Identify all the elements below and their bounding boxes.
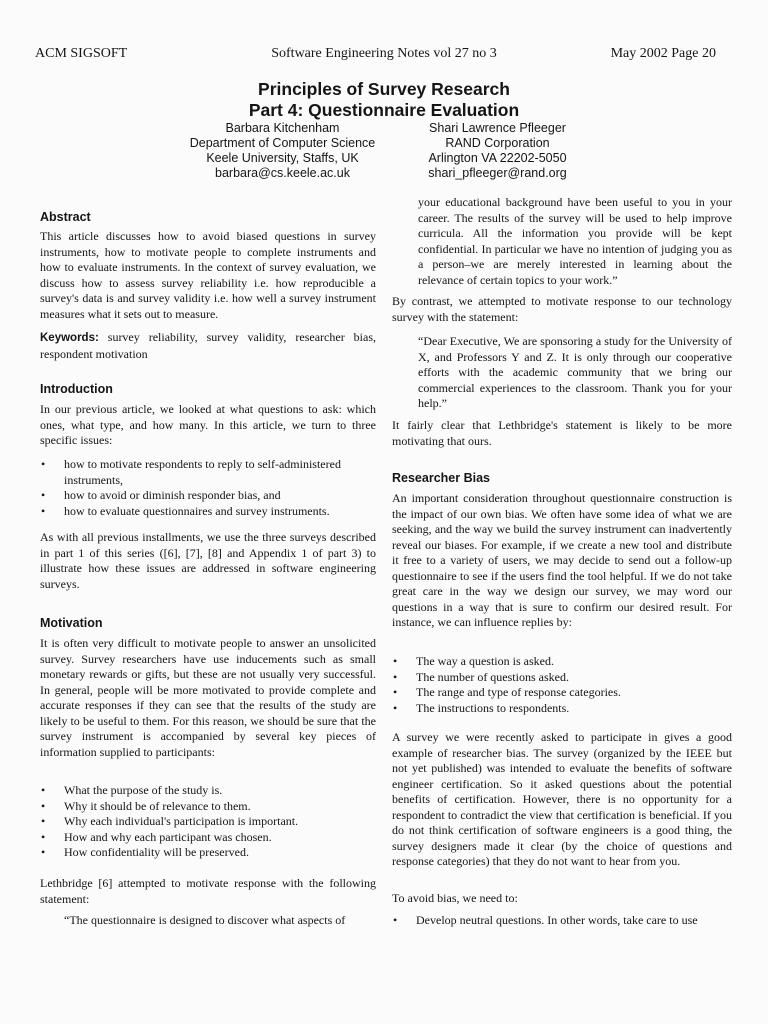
keywords-text: survey reliability, survey validity, researcher bias, respondent motivation (40, 330, 376, 361)
bullet-icon: • (41, 829, 46, 844)
author-affiliation: Keele University, Staffs, UK (206, 151, 359, 165)
quote-executive-block (418, 334, 732, 412)
author-email: barbara@cs.keele.ac.uk (215, 166, 350, 180)
list-item: • how to avoid or diminish responder bias, and (41, 488, 281, 502)
list-item: • The instructions to respondents. (393, 700, 570, 715)
motivation-list (40, 783, 376, 861)
bullet-icon: • (41, 783, 46, 797)
bias-section (392, 491, 732, 631)
lethbridge-text: Lethbridge [6] attempted to motivate response with the following statement: (40, 876, 376, 906)
bullet-icon: • (393, 669, 398, 684)
bias-text: An important consideration throughout questionnaire construction is the impact of our own bias. We often have some idea of what we are seeking, and the way we build the survey instrument can inadvertently reveal our biases. For example, if we create a new tool and distribute it free to a variety of users, we may decide to send out a follow-up questionnaire to see if the users find the tool helpful. If we do not take great care in the way we design our survey, we may word our questions in a way that is sure to confirm our desired result. For instance, we can influence replies by: (392, 491, 732, 629)
quote-start: “The questionnaire is designed to discover what aspects of (64, 913, 346, 927)
abstract-heading: Abstract (40, 210, 91, 224)
introduction-heading-wrap (40, 382, 376, 397)
motivation-text: It is often very difficult to motivate people to answer an unsolicited survey. Survey researchers have use inducements such as small monetary rewards or gifts, but these are not usually very successful. In general, people will be more motivated to provide complete and accurate responses if they can see that the results of the study are likely to be useful to them. For this reason, we should be sure that the survey instrument is accompanied by several key pieces of information supplied to participants: (40, 636, 376, 759)
avoid-section (392, 891, 732, 907)
list-item: • What the purpose of the study is. (41, 783, 223, 797)
bias-list (392, 654, 732, 716)
bullet-icon: • (393, 700, 398, 715)
researcher-bias-heading: Researcher Bias (392, 471, 490, 485)
author-organization: RAND Corporation (445, 136, 550, 150)
author-email: shari_pfleeger@rand.org (428, 166, 567, 180)
abstract-section (40, 229, 376, 322)
lethbridge-section (40, 876, 376, 907)
avoid-list (392, 913, 732, 929)
bullet-icon: • (41, 798, 46, 813)
list-item: • The number of questions asked. (393, 669, 569, 684)
motivation-heading-wrap (40, 616, 376, 631)
clear-text: It fairly clear that Lethbridge's statement is likely to be more motivating that ours. (392, 418, 732, 448)
running-header-left: ACM SIGSOFT (35, 46, 128, 61)
contrast-text: By contrast, we attempted to motivate response to our technology survey with the statement: (392, 294, 732, 324)
author-name: Shari Lawrence Pfleeger (429, 121, 566, 135)
avoid-text: To avoid bias, we need to: (392, 891, 518, 905)
list-item: • Why each individual's participation is important. (41, 814, 299, 828)
list-item: • The range and type of response categories. (393, 685, 621, 699)
quote-executive: “Dear Executive, We are sponsoring a study for the University of X, and Professors Y and Z. It is only through our cooperative efforts with the academic community that we bring our commercial experiences to the classroom. Thank you for your help.” (418, 334, 732, 410)
introduction-section-2 (40, 530, 376, 592)
bias-heading-wrap (392, 471, 732, 486)
list-item: • Why it should be of relevance to them. (41, 798, 251, 813)
author-department: Department of Computer Science (189, 136, 376, 150)
bullet-icon: • (41, 488, 46, 502)
running-header-center: Software Engineering Notes vol 27 no 3 (271, 46, 497, 61)
list-item: • How and why each participant was chosen. (41, 829, 272, 844)
author-block-1 (170, 121, 395, 181)
list-item: • The way a question is asked. (393, 654, 554, 668)
ieee-section (392, 730, 732, 870)
introduction-text-2: As with all previous installments, we use the three surveys described in part 1 of this series ([6], [7], [8] and Appendix 1 of part 3) to illustrate how these issues are addressed in software engineering surveys. (40, 530, 376, 591)
abstract-text: This article discusses how to avoid biased questions in survey instruments, how to motivate people to complete instruments and how to evaluate instruments. In the context of survey evaluation, we discuss how to assess survey reliability i.e. how reproducible a survey's data is and survey validity i.e. how well a survey instrument measures what it sets out to measure. (40, 229, 376, 321)
bullet-icon: • (393, 913, 398, 927)
paper-subtitle: Part 4: Questionnaire Evaluation (248, 100, 520, 120)
paper-title: Principles of Survey Research (258, 79, 510, 99)
quote-continuation-block (418, 195, 732, 288)
list-item: • How confidentiality will be preserved. (41, 845, 249, 859)
author-block-2 (385, 121, 610, 181)
keywords-section (40, 330, 376, 362)
bullet-icon: • (41, 457, 46, 471)
motivation-section (40, 636, 376, 760)
author-name: Barbara Kitchenham (225, 121, 340, 135)
motivation-heading: Motivation (40, 616, 103, 630)
introduction-text: In our previous article, we looked at what questions to ask: which ones, what type, and how many. In this article, we turn to three specific issues: (40, 402, 376, 447)
quote-continuation: your educational background have been useful to you in your career. The results of the survey will be used to help improve curricula. All the information you provide will be kept confidential. In particular we have no intention of judging you as a person–we are merely interested in learning about the relevance of certain topics to your work.” (418, 195, 732, 287)
introduction-section (40, 402, 376, 449)
contrast-section (392, 294, 732, 325)
clear-section (392, 418, 732, 449)
bullet-icon: • (41, 845, 46, 859)
list-item: • how to evaluate questionnaires and survey instruments. (41, 503, 330, 518)
quote-start-block (64, 913, 376, 929)
list-item: • Develop neutral questions. In other words, take care to use (393, 913, 698, 927)
bullet-icon: • (41, 503, 46, 518)
bullet-icon: • (393, 654, 398, 668)
bullet-icon: • (41, 814, 46, 828)
bullet-icon: • (393, 685, 398, 699)
ieee-text: A survey we were recently asked to participate in gives a good example of researcher bias. The survey (organized by the IEEE but not yet published) was intended to evaluate the benefits of software engineer certification. So it asked questions about the potential benefits of certification. However, there is no opportunity for a respondent to contradict the view that certification is beneficial. If you do not think certification of software engineers is a good thing, the survey designers made it clear (by the choice of questions and response categories) that they do not want to hear from you. (392, 730, 732, 868)
keywords-label: Keywords: (40, 332, 99, 344)
introduction-list (40, 457, 376, 519)
keywords-paragraph (40, 330, 376, 362)
list-item: • how to motivate respondents to reply to self-administered instruments, (41, 457, 341, 487)
author-address: Arlington VA 22202-5050 (428, 151, 567, 165)
introduction-heading: Introduction (40, 382, 113, 396)
running-header-right: May 2002 Page 20 (610, 46, 716, 61)
